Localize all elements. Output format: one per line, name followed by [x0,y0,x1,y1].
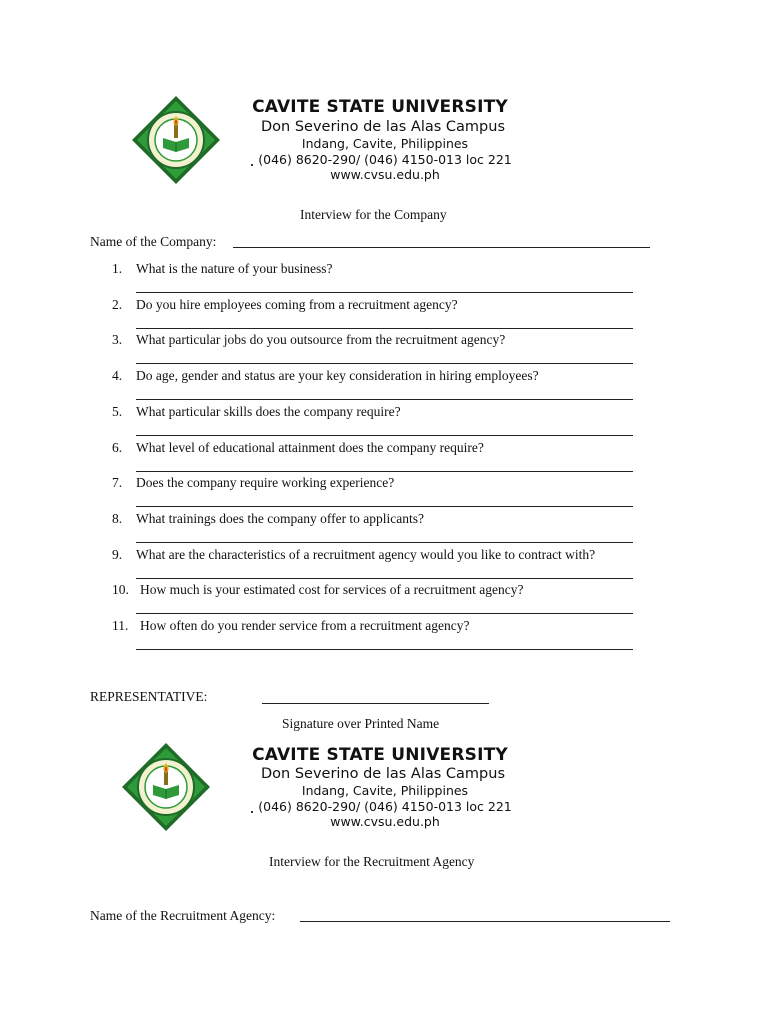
website-bottom: www.cvsu.edu.ph [330,814,440,829]
answer-line[interactable] [136,506,633,507]
agency-name-line[interactable] [300,921,670,922]
question-text: What level of educational attainment does the company require? [136,440,484,455]
address: Indang, Cavite, Philippines [301,136,469,151]
agency-name-label: Name of the Recruitment Agency: [90,908,276,923]
question-text: How often do you render service from a recruitment agency? [140,618,470,633]
phone-bottom: (046) 8620-290/ (046) 4150-013 loc 221 [258,799,512,814]
answer-line[interactable] [136,542,633,543]
question-number: 3. [112,332,123,347]
answer-line[interactable] [136,578,633,579]
answer-line[interactable] [136,435,633,436]
question-number: 9. [112,547,123,562]
answer-line[interactable] [136,649,633,650]
question-text: How much is your estimated cost for services of a recruitment agency? [140,582,524,597]
agency-section-title: Interview for the Recruitment Agency [269,854,475,869]
question-text: What particular skills does the company require? [136,404,401,419]
question-number: 4. [112,368,123,383]
question-text: What trainings does the company offer to applicants? [136,511,425,526]
company-name-line[interactable] [233,247,650,248]
address-bottom: Indang, Cavite, Philippines [301,783,469,798]
university-name: CAVITE STATE UNIVERSITY [252,97,508,117]
website: www.cvsu.edu.ph [330,167,440,182]
university-seal-bottom [120,741,212,838]
signature-caption: Signature over Printed Name [282,716,440,731]
campus-name: Don Severino de las Alas Campus [260,119,505,135]
question-text: Do you hire employees coming from a recruitment agency? [136,297,458,312]
answer-line[interactable] [136,328,633,329]
question-number: 8. [112,511,123,526]
question-text: What particular jobs do you outsource from the recruitment agency? [136,332,506,347]
answer-line[interactable] [136,363,633,364]
question-number: 1. [112,261,123,276]
representative-label: REPRESENTATIVE: [90,689,208,704]
answer-line[interactable] [136,399,633,400]
question-text: Do age, gender and status are your key consideration in hiring employees? [136,368,539,383]
signature-line[interactable] [262,703,489,704]
university-name-bottom: CAVITE STATE UNIVERSITY [252,745,508,765]
question-number: 10. [112,582,129,597]
question-number: 7. [112,475,123,490]
question-number: 2. [112,297,123,312]
question-number: 11. [112,618,129,633]
answer-line[interactable] [136,613,633,614]
company-section-title: Interview for the Company [300,207,447,222]
campus-name-bottom: Don Severino de las Alas Campus [260,766,505,782]
company-name-label: Name of the Company: [90,234,217,249]
answer-line[interactable] [136,471,633,472]
phone: (046) 8620-290/ (046) 4150-013 loc 221 [258,152,512,167]
question-number: 5. [112,404,123,419]
question-text: What are the characteristics of a recruitment agency would you like to contract with? [136,547,596,562]
answer-line[interactable] [136,292,633,293]
question-number: 6. [112,440,123,455]
question-text: Does the company require working experience? [136,475,395,490]
question-text: What is the nature of your business? [136,261,333,276]
